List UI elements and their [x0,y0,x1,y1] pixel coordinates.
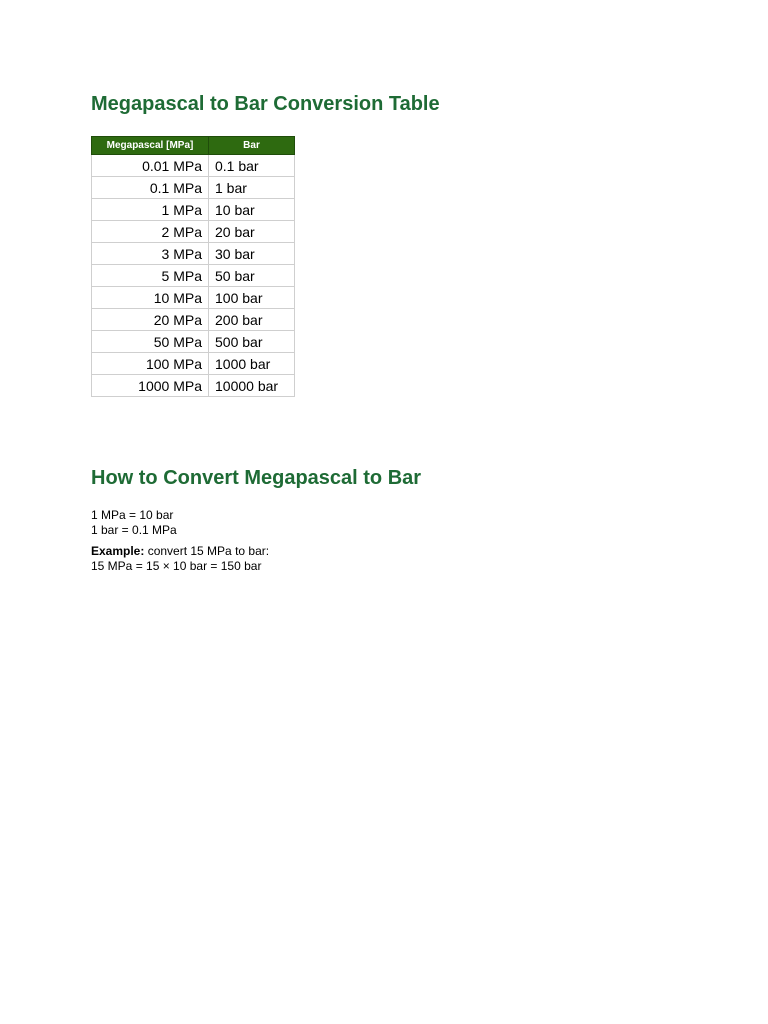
cell-bar: 200 bar [209,309,295,331]
example-calculation: 15 MPa = 15 × 10 bar = 150 bar [91,559,262,573]
cell-megapascal: 10 MPa [92,287,209,309]
cell-megapascal: 1000 MPa [92,375,209,397]
table-row [92,375,295,397]
column-header-megapascal: Megapascal [MPa] [92,137,209,155]
cell-megapascal: 5 MPa [92,265,209,287]
cell-megapascal: 1 MPa [92,199,209,221]
table-row [92,199,295,221]
table-row [92,287,295,309]
formula-mpa-to-bar: 1 MPa = 10 bar [91,508,174,522]
cell-megapascal: 50 MPa [92,331,209,353]
section-title-how-to-convert: How to Convert Megapascal to Bar [91,467,422,489]
cell-bar: 100 bar [209,287,295,309]
cell-megapascal: 20 MPa [92,309,209,331]
conversion-explanation [91,508,269,574]
cell-megapascal: 0.01 MPa [92,155,209,177]
cell-bar: 0.1 bar [209,155,295,177]
column-header-bar: Bar [209,137,295,155]
formula-bar-to-mpa: 1 bar = 0.1 MPa [91,523,177,537]
cell-bar: 30 bar [209,243,295,265]
cell-bar: 10 bar [209,199,295,221]
table-row [92,353,295,375]
table-row [92,221,295,243]
cell-bar: 50 bar [209,265,295,287]
cell-bar: 10000 bar [209,375,295,397]
cell-megapascal: 0.1 MPa [92,177,209,199]
table-header-row [92,137,295,155]
cell-bar: 500 bar [209,331,295,353]
table-body [92,155,295,397]
table-row [92,243,295,265]
example-text: convert 15 MPa to bar: [144,544,270,558]
table-row [92,331,295,353]
cell-bar: 20 bar [209,221,295,243]
cell-bar: 1 bar [209,177,295,199]
cell-megapascal: 3 MPa [92,243,209,265]
cell-megapascal: 2 MPa [92,221,209,243]
example-label: Example: [91,544,145,558]
cell-megapascal: 100 MPa [92,353,209,375]
cell-bar: 1000 bar [209,353,295,375]
table-row [92,309,295,331]
conversion-table [91,136,295,397]
page-title: Megapascal to Bar Conversion Table [91,93,440,115]
table-row [92,155,295,177]
table-row [92,265,295,287]
example-line [91,544,269,559]
table-row [92,177,295,199]
